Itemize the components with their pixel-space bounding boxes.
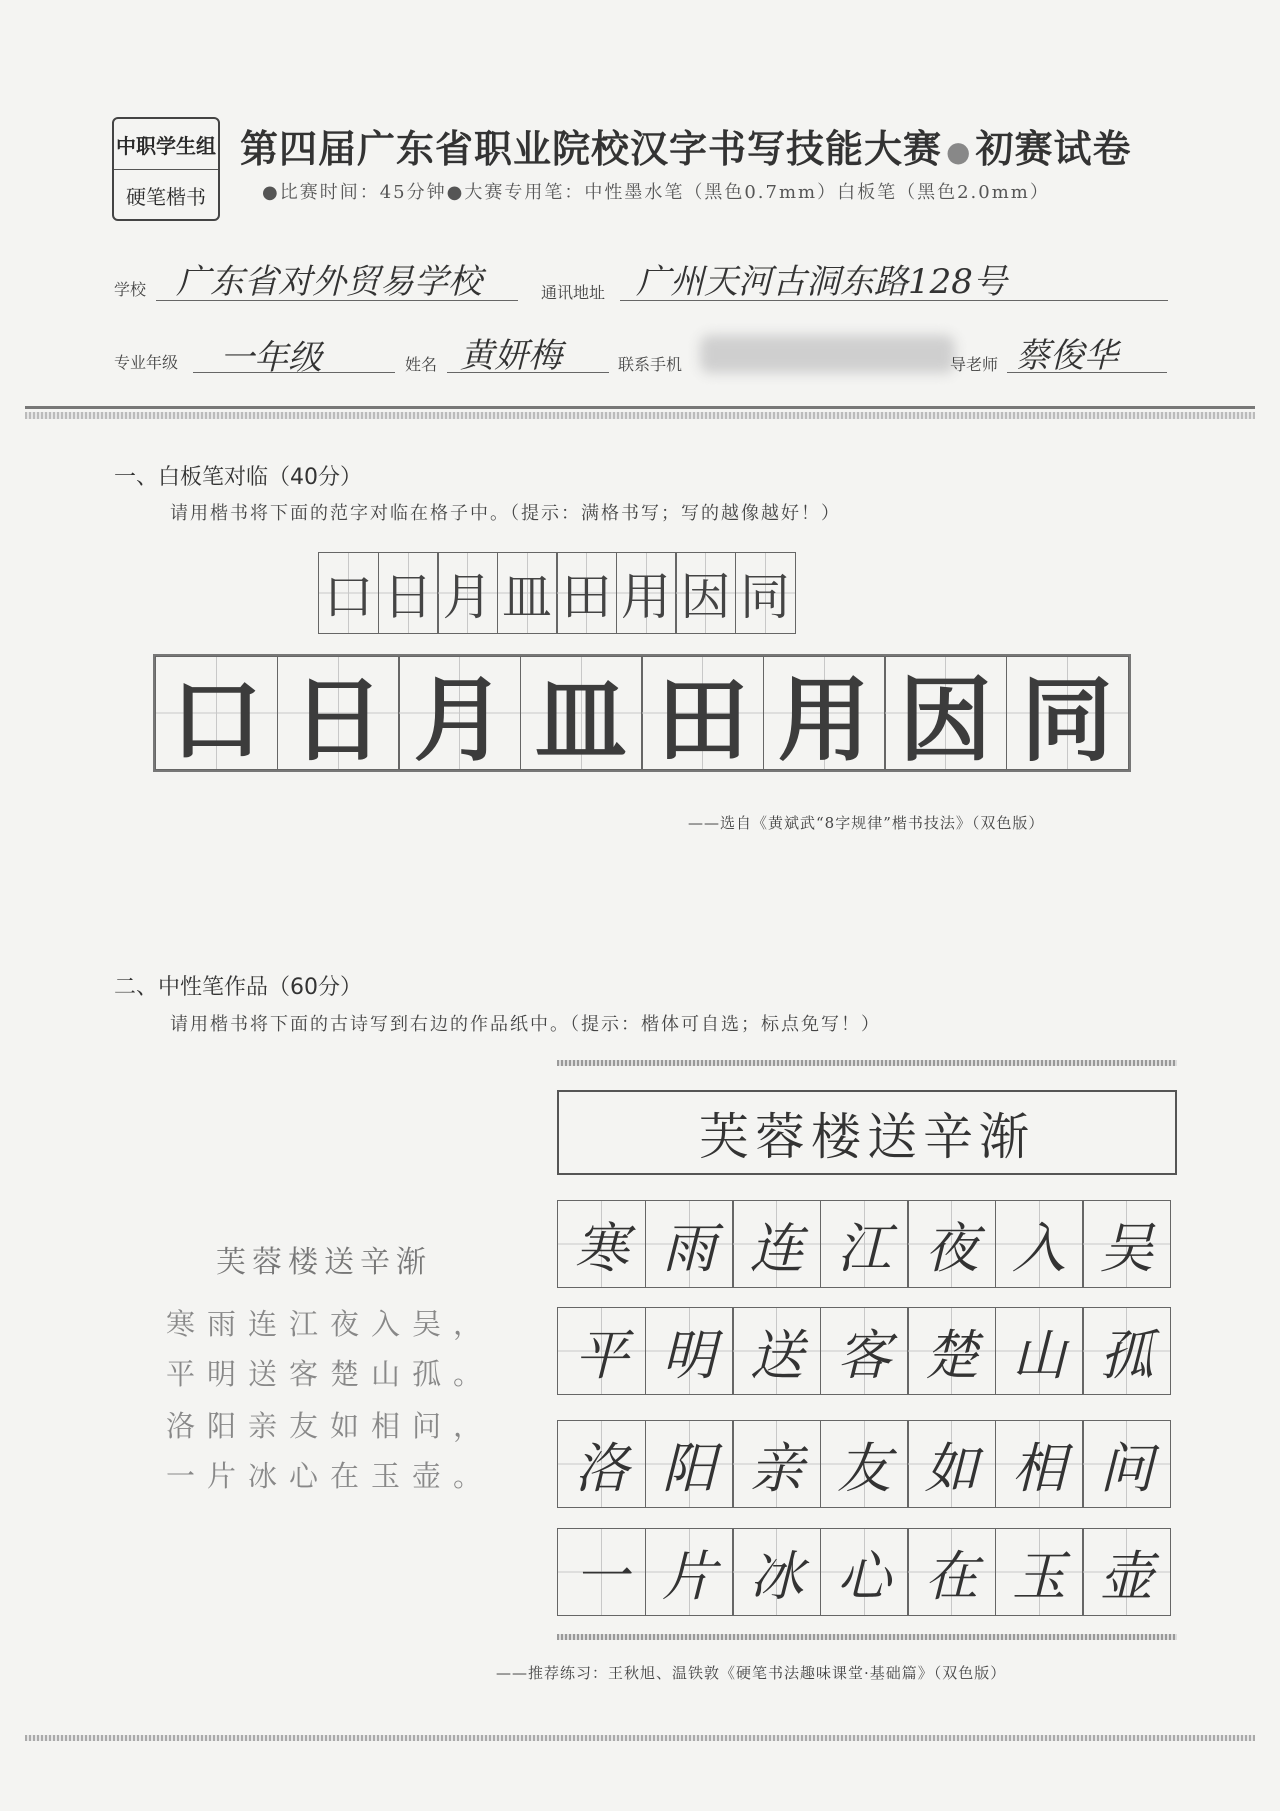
written-char-cell: 日	[277, 656, 400, 770]
work-char-cell: 客	[820, 1307, 909, 1395]
title-main: 第四届广东省职业院校汉字书写技能大赛	[240, 127, 943, 171]
model-char-cell: 同	[735, 552, 796, 634]
written-char-cell: 因	[884, 656, 1007, 770]
work-char-cell: 壶	[1082, 1528, 1171, 1616]
work-char-cell: 送	[732, 1307, 821, 1395]
work-char-cell: 友	[820, 1420, 909, 1508]
work-char-cell: 连	[732, 1200, 821, 1288]
work-char-cell: 问	[1082, 1420, 1171, 1508]
work-char-cell: 一	[557, 1528, 646, 1616]
work-char-cell: 冰	[732, 1528, 821, 1616]
work-char-cell: 孤	[1082, 1307, 1171, 1395]
work-char-cell: 楚	[907, 1307, 996, 1395]
work-char-cell: 如	[907, 1420, 996, 1508]
group-badge	[112, 117, 220, 221]
work-char-cell: 山	[995, 1307, 1084, 1395]
work-char-cell: 明	[645, 1307, 734, 1395]
footer-divider	[25, 1735, 1255, 1741]
subtitle: ●比赛时间：45分钟●大赛专用笔：中性墨水笔（黑色0.7mm）白板笔（黑色2.0mm）	[262, 182, 1050, 203]
work-char-cell: 亲	[732, 1420, 821, 1508]
work-char-cell: 片	[645, 1528, 734, 1616]
phone-value-redacted	[700, 335, 955, 373]
model-char-cell: 月	[437, 552, 498, 634]
address-label: 通讯地址	[541, 283, 606, 302]
written-char-cell: 口	[155, 656, 278, 770]
work-char-cell: 夜	[907, 1200, 996, 1288]
work-char-cell: 相	[995, 1420, 1084, 1508]
school-label: 学校	[114, 280, 147, 299]
title-tail: 初赛试卷	[975, 127, 1132, 171]
work-paper-top-border	[557, 1060, 1177, 1066]
written-char-cell: 月	[398, 656, 521, 770]
address-value: 广州天河古洞东路128号	[636, 262, 1007, 302]
page-title	[240, 118, 1131, 173]
work-char-cell: 在	[907, 1528, 996, 1616]
work-row	[557, 1307, 1171, 1395]
model-char-grid	[318, 552, 796, 634]
teacher-value: 蔡俊华	[1016, 336, 1118, 376]
written-char-cell: 田	[641, 656, 764, 770]
poem-line: 一片冰心在玉壶。	[166, 1459, 495, 1493]
work-char-cell: 阳	[645, 1420, 734, 1508]
work-char-cell: 平	[557, 1307, 646, 1395]
section1-instruction: 请用楷书将下面的范字对临在格子中。（提示：满格书写；写的越像越好！）	[170, 503, 841, 524]
poem-line: 平明送客楚山孤。	[166, 1357, 495, 1391]
poem-title: 芙蓉楼送辛渐	[216, 1245, 432, 1280]
work-char-cell: 寒	[557, 1200, 646, 1288]
badge-category-label: 硬笔楷书	[126, 184, 206, 209]
work-paper-title: 芙蓉楼送辛渐	[557, 1090, 1177, 1175]
section2-source: ——推荐练习：王秋旭、温铁敦《硬笔书法趣味课堂·基础篇》（双色版）	[496, 1664, 1007, 1682]
work-char-cell: 吴	[1082, 1200, 1171, 1288]
section2-instruction: 请用楷书将下面的古诗写到右边的作品纸中。（提示：楷体可自选；标点免写！）	[170, 1014, 881, 1035]
header-divider-pattern	[25, 412, 1255, 419]
model-char-cell: 口	[318, 552, 379, 634]
model-char-cell: 用	[616, 552, 677, 634]
work-char-cell: 雨	[645, 1200, 734, 1288]
model-char-cell: 田	[556, 552, 617, 634]
work-char-cell: 入	[995, 1200, 1084, 1288]
section1-source: ——选自《黄斌武“8字规律”楷书技法》（双色版）	[688, 814, 1045, 832]
name-label: 姓名	[405, 355, 438, 374]
grade-label: 专业年级	[114, 353, 179, 372]
model-char-cell: 日	[378, 552, 439, 634]
whiteboard-writing-grid	[153, 654, 1131, 772]
written-char-cell: 同	[1006, 656, 1129, 770]
poem-line: 寒雨连江夜入吴，	[166, 1307, 495, 1341]
title-dot: ●	[946, 135, 972, 168]
model-char-cell: 皿	[497, 552, 558, 634]
grade-value: 一年级	[220, 338, 322, 378]
phone-label: 联系手机	[618, 355, 683, 374]
work-char-cell: 洛	[557, 1420, 646, 1508]
name-value: 黄妍梅	[460, 336, 562, 376]
written-char-cell: 用	[763, 656, 886, 770]
section1-heading: 一、白板笔对临（40分）	[114, 465, 362, 490]
work-char-cell: 心	[820, 1528, 909, 1616]
work-char-cell: 玉	[995, 1528, 1084, 1616]
work-char-cell: 江	[820, 1200, 909, 1288]
school-value: 广东省对外贸易学校	[176, 262, 482, 302]
work-row	[557, 1200, 1171, 1288]
badge-group-label: 中职学生组	[114, 119, 218, 170]
work-paper-bottom-border	[557, 1634, 1177, 1640]
work-row	[557, 1528, 1171, 1616]
section2-heading: 二、中性笔作品（60分）	[114, 975, 362, 1000]
written-char-cell: 皿	[520, 656, 643, 770]
teacher-label: 导老师	[950, 355, 999, 374]
poem-line: 洛阳亲友如相问，	[166, 1409, 495, 1443]
model-char-cell: 因	[675, 552, 736, 634]
header-divider	[25, 406, 1255, 409]
work-row	[557, 1420, 1171, 1508]
